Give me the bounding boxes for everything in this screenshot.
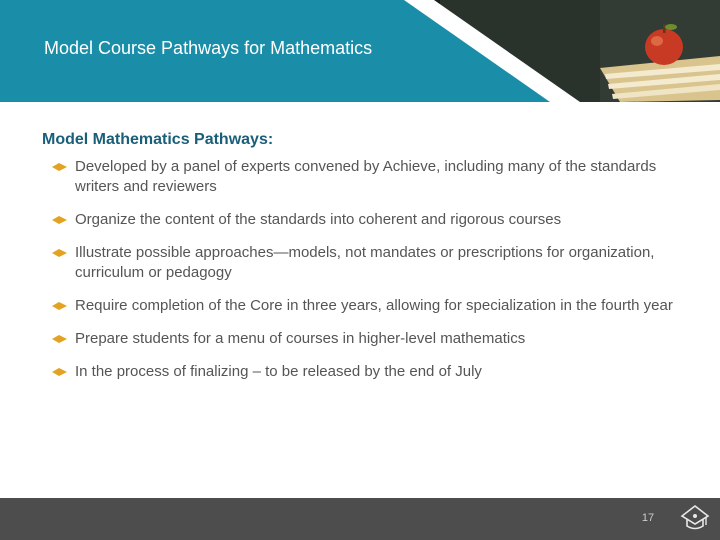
bullet-text: Prepare students for a menu of courses in higher-level mathematics xyxy=(75,330,526,347)
bullet-text: Require completion of the Core in three years, allowing for specialization in the fourth year xyxy=(75,297,673,314)
bullet-item xyxy=(52,157,682,197)
arrow-bullet-icon xyxy=(52,249,67,257)
arrow-bullet-icon xyxy=(52,216,67,224)
bullet-item xyxy=(52,210,682,230)
bullet-list xyxy=(52,157,682,395)
bullet-item xyxy=(52,243,682,283)
arrow-bullet-icon xyxy=(52,335,67,343)
section-heading: Model Mathematics Pathways: xyxy=(42,131,274,148)
bullet-text: In the process of finalizing – to be released by the end of July xyxy=(75,363,482,380)
page-number: 17 xyxy=(641,512,655,524)
bullet-text: Developed by a panel of experts convened by Achieve, including many of the standards writers and reviewers xyxy=(75,158,657,195)
arrow-bullet-icon xyxy=(52,368,67,376)
bullet-item xyxy=(52,329,682,349)
bullet-text: Organize the content of the standards into coherent and rigorous courses xyxy=(75,211,562,228)
slide-title: Model Course Pathways for Mathematics xyxy=(44,38,373,58)
bullet-item xyxy=(52,296,682,316)
arrow-bullet-icon xyxy=(52,302,67,310)
arrow-bullet-icon xyxy=(52,163,67,171)
graduation-cap-icon xyxy=(680,503,710,533)
footer-bar xyxy=(0,498,720,540)
bullet-text: Illustrate possible approaches—models, not mandates or prescriptions for organization, curriculum or pedagogy xyxy=(75,244,655,281)
bullet-item xyxy=(52,362,682,382)
header-banner xyxy=(0,0,720,102)
